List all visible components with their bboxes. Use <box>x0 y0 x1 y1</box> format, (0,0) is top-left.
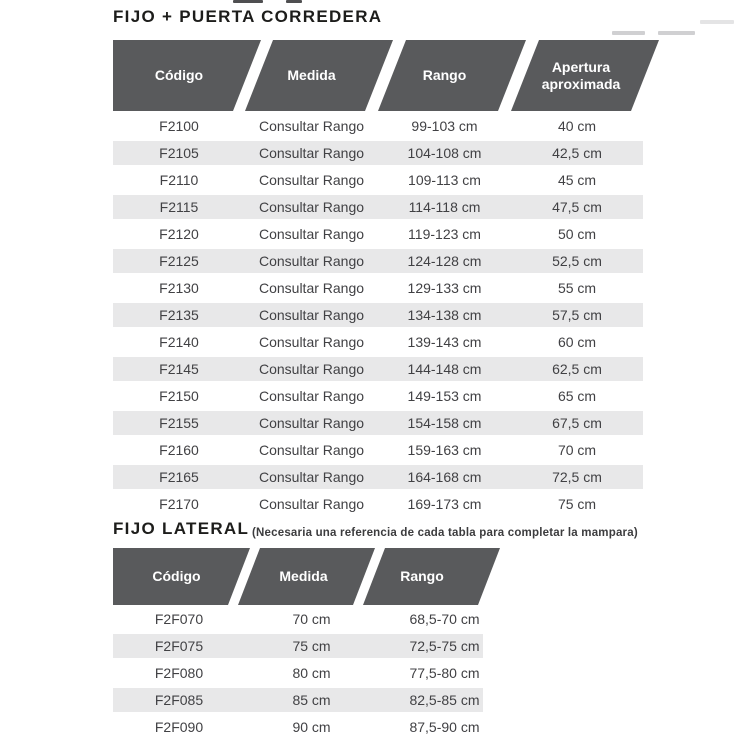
cell-rango: 104-108 cm <box>407 144 482 161</box>
cell-rango: 159-163 cm <box>407 441 482 458</box>
cell-medida: 75 cm <box>292 637 331 654</box>
section1-title: FIJO + PUERTA CORREDERA <box>113 7 383 26</box>
cell-codigo: F2F090 <box>154 718 204 735</box>
cell-medida: 80 cm <box>292 664 331 681</box>
cell-rango: 77,5-80 cm <box>409 664 480 681</box>
cell-rango: 139-143 cm <box>407 333 482 350</box>
cell-rango: 82,5-85 cm <box>409 691 480 708</box>
cell-rango: 169-173 cm <box>407 495 482 512</box>
crop-artifact <box>612 31 645 35</box>
table-row <box>113 713 643 740</box>
table-row <box>113 632 643 659</box>
table-row <box>113 490 643 517</box>
table1-rows <box>113 112 643 517</box>
cell-codigo: F2130 <box>159 279 199 296</box>
table-row <box>113 686 643 713</box>
cell-rango: 144-148 cm <box>407 360 482 377</box>
cell-codigo: F2160 <box>159 441 199 458</box>
table-row <box>113 139 643 166</box>
cell-medida: Consultar Rango <box>258 495 365 512</box>
cell-medida: Consultar Rango <box>258 333 365 350</box>
cell-codigo: F2F080 <box>154 664 204 681</box>
cell-medida: Consultar Rango <box>258 360 365 377</box>
cell-codigo: F2155 <box>159 414 199 431</box>
header-col-apertura: Apertura aproximada <box>541 59 621 92</box>
cell-medida: Consultar Rango <box>258 144 365 161</box>
table-row <box>113 463 643 490</box>
cell-apertura: 72,5 cm <box>552 468 602 485</box>
cell-rango: 134-138 cm <box>407 306 482 323</box>
table-row <box>113 382 643 409</box>
cell-codigo: F2150 <box>159 387 199 404</box>
cell-medida: Consultar Rango <box>258 252 365 269</box>
table-row <box>113 247 643 274</box>
table-row <box>113 659 643 686</box>
crop-artifact <box>658 31 695 35</box>
table-row <box>113 193 643 220</box>
cell-medida: 85 cm <box>292 691 331 708</box>
cell-codigo: F2F075 <box>154 637 204 654</box>
cell-apertura: 45 cm <box>557 171 597 188</box>
cell-rango: 114-118 cm <box>408 198 481 215</box>
cell-rango: 87,5-90 cm <box>409 718 480 735</box>
cell-medida: Consultar Rango <box>258 198 365 215</box>
cell-apertura: 60 cm <box>557 333 597 350</box>
cell-codigo: F2105 <box>159 144 199 161</box>
table-row <box>113 301 643 328</box>
section2-note: (Necesaria una referencia de cada tabla para completar la mampara) <box>252 527 638 539</box>
cell-medida: Consultar Rango <box>258 117 365 134</box>
cell-rango: 72,5-75 cm <box>409 637 480 654</box>
cell-medida: Consultar Rango <box>258 171 365 188</box>
cell-apertura: 67,5 cm <box>552 414 602 431</box>
header-col-codigo: Código <box>152 568 201 585</box>
cell-medida: 90 cm <box>292 718 331 735</box>
cell-rango: 99-103 cm <box>411 117 478 134</box>
cell-codigo: F2F085 <box>154 691 204 708</box>
header-col-codigo: Código <box>154 67 204 84</box>
crop-artifact <box>286 0 302 3</box>
cell-rango: 109-113 cm <box>408 171 481 188</box>
cell-medida: Consultar Rango <box>258 225 365 242</box>
cell-apertura: 52,5 cm <box>552 252 602 269</box>
crop-artifact <box>700 20 734 24</box>
cell-rango: 154-158 cm <box>407 414 482 431</box>
cell-rango: 164-168 cm <box>407 468 482 485</box>
cell-rango: 119-123 cm <box>408 225 481 242</box>
cell-codigo: F2140 <box>159 333 199 350</box>
table-row <box>113 166 643 193</box>
cell-codigo: F2110 <box>159 171 199 188</box>
header-col-medida: Medida <box>279 568 328 585</box>
cell-apertura: 47,5 cm <box>552 198 602 215</box>
cell-codigo: F2120 <box>159 225 199 242</box>
cell-apertura: 70 cm <box>557 441 597 458</box>
table2-header <box>113 548 513 605</box>
cell-medida: Consultar Rango <box>258 414 365 431</box>
cell-medida: 70 cm <box>292 610 331 627</box>
cell-apertura: 62,5 cm <box>552 360 602 377</box>
table-row <box>113 328 643 355</box>
table-row <box>113 436 643 463</box>
header-col-rango: Rango <box>400 568 444 585</box>
cell-apertura: 42,5 cm <box>552 144 602 161</box>
cell-apertura: 50 cm <box>557 225 597 242</box>
cell-apertura: 57,5 cm <box>552 306 602 323</box>
cell-rango: 124-128 cm <box>407 252 482 269</box>
cell-apertura: 65 cm <box>557 387 597 404</box>
cell-medida: Consultar Rango <box>258 306 365 323</box>
cell-codigo: F2135 <box>159 306 199 323</box>
table-row <box>113 605 643 632</box>
cell-codigo: F2165 <box>159 468 199 485</box>
header-col-medida: Medida <box>287 67 336 84</box>
cell-codigo: F2145 <box>159 360 199 377</box>
cell-apertura: 40 cm <box>557 117 597 134</box>
cell-apertura: 75 cm <box>557 495 597 512</box>
cell-medida: Consultar Rango <box>258 441 365 458</box>
cell-rango: 68,5-70 cm <box>409 610 480 627</box>
table2-rows <box>113 605 643 740</box>
cell-medida: Consultar Rango <box>258 468 365 485</box>
table-row <box>113 220 643 247</box>
cell-codigo: F2115 <box>159 198 199 215</box>
cell-medida: Consultar Rango <box>258 387 365 404</box>
cell-rango: 149-153 cm <box>407 387 482 404</box>
crop-artifact <box>233 0 263 3</box>
table-row <box>113 112 643 139</box>
cell-medida: Consultar Rango <box>258 279 365 296</box>
cell-codigo: F2125 <box>159 252 199 269</box>
table-row <box>113 274 643 301</box>
table-row <box>113 355 643 382</box>
section2-title: FIJO LATERAL <box>113 519 250 538</box>
table1-header <box>113 40 673 111</box>
cell-rango: 129-133 cm <box>407 279 482 296</box>
header-col-rango: Rango <box>422 67 467 84</box>
table-row <box>113 409 643 436</box>
cell-codigo: F2170 <box>159 495 199 512</box>
cell-codigo: F2F070 <box>154 610 204 627</box>
cell-codigo: F2100 <box>159 117 199 134</box>
cell-apertura: 55 cm <box>557 279 597 296</box>
